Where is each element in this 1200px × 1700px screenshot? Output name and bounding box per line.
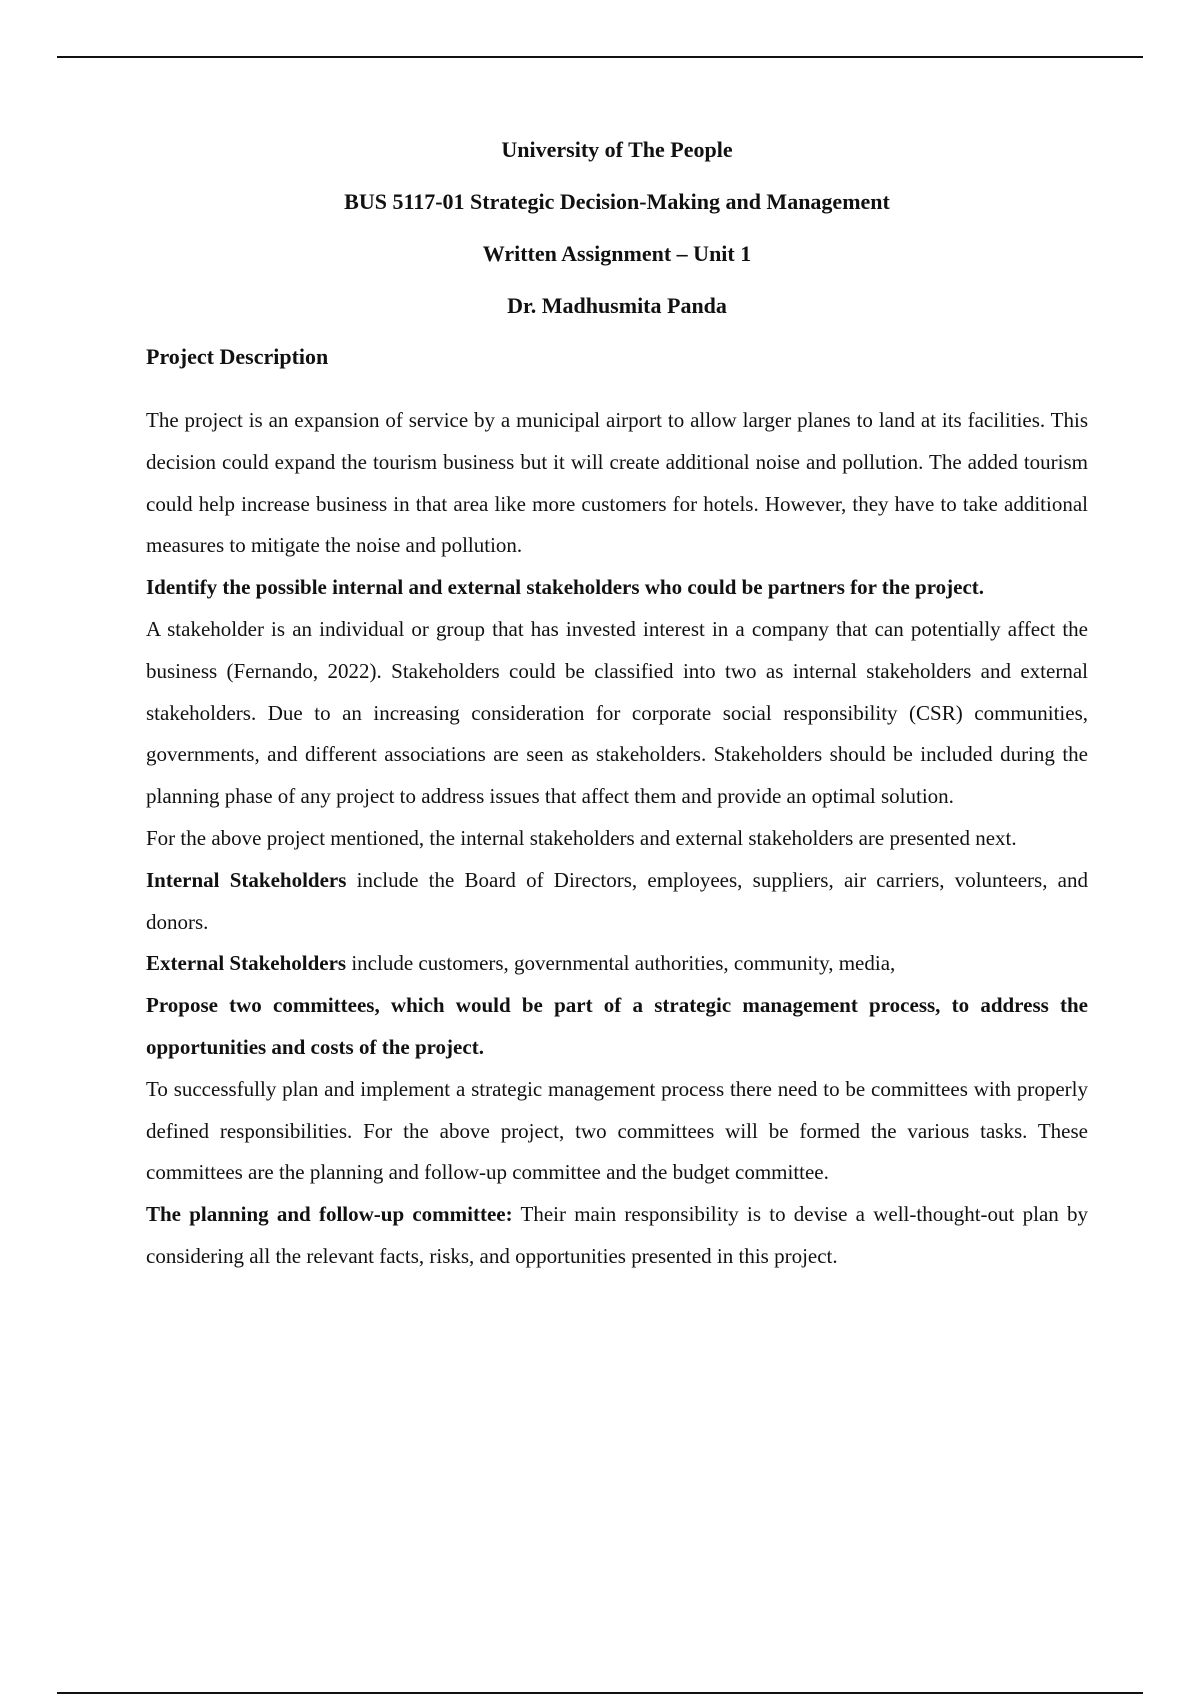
external-stakeholders-text: include customers, governmental authorities, community, media, [346,951,896,976]
committees-question: Propose two committees, which would be part of a strategic management process, to address the opportunities and costs of the project. [146,993,1088,1059]
internal-stakeholders-text: include the Board of Directors, employees, suppliers, air carriers, volunteers, and donors. [146,867,1088,934]
internal-stakeholders-label: Internal Stakeholders [146,867,347,892]
committees-text: To successfully plan and implement a strategic management process there need to be committees with properly defined responsibilities. For the above project, two committees will be formed the various tasks. These committees are the planning and follow-up committee and the budget committee. [146,1076,1088,1185]
external-stakeholders-paragraph [146,943,1088,985]
project-description-text: The project is an expansion of service by a municipal airport to allow larger planes to land at its facilities. This decision could expand the tourism business but it will create additional noise and pollution. The added tourism could help increase business in that area like more customers for hotels. However, they have to take additional measures to mitigate the noise and pollution. [146,408,1088,558]
stakeholder-definition: A stakeholder is an individual or group that has invested interest in a company that can potentially affect the business (Fernando, 2022). Stakeholders could be classified into two as internal stakeholders and external stakeholders. Due to an increasing consideration for corporate social responsibility (CSR) communities, governments, and different associations are seen as stakeholders. Stakeholders should be included during the planning phase of any project to address issues that affect them and provide an optimal solution. [146,616,1088,809]
external-stakeholders-label: External Stakeholders [146,951,347,976]
internal-stakeholders-paragraph [146,860,1088,944]
institution-title: University of The People [501,137,733,162]
stakeholder-intro: For the above project mentioned, the internal stakeholders and external stakeholders are presented next. [146,825,1017,850]
project-description-heading: Project Description [146,344,329,369]
planning-committee-label: The planning and follow-up committee: [146,1202,513,1227]
top-rule [57,56,1143,58]
planning-committee-paragraph [146,1194,1088,1278]
instructor-name: Dr. Madhusmita Panda [507,293,727,318]
bottom-rule [57,1692,1143,1694]
document-page [146,138,1088,1278]
stakeholders-question: Identify the possible internal and external stakeholders who could be partners for the project. [146,575,985,600]
assignment-title: Written Assignment – Unit 1 [482,241,752,266]
planning-committee-text: Their main responsibility is to devise a well-thought-out plan by considering all the relevant facts, risks, and opportunities presented in this project. [146,1202,1089,1268]
course-title: BUS 5117-01 Strategic Decision-Making and Management [344,189,890,214]
